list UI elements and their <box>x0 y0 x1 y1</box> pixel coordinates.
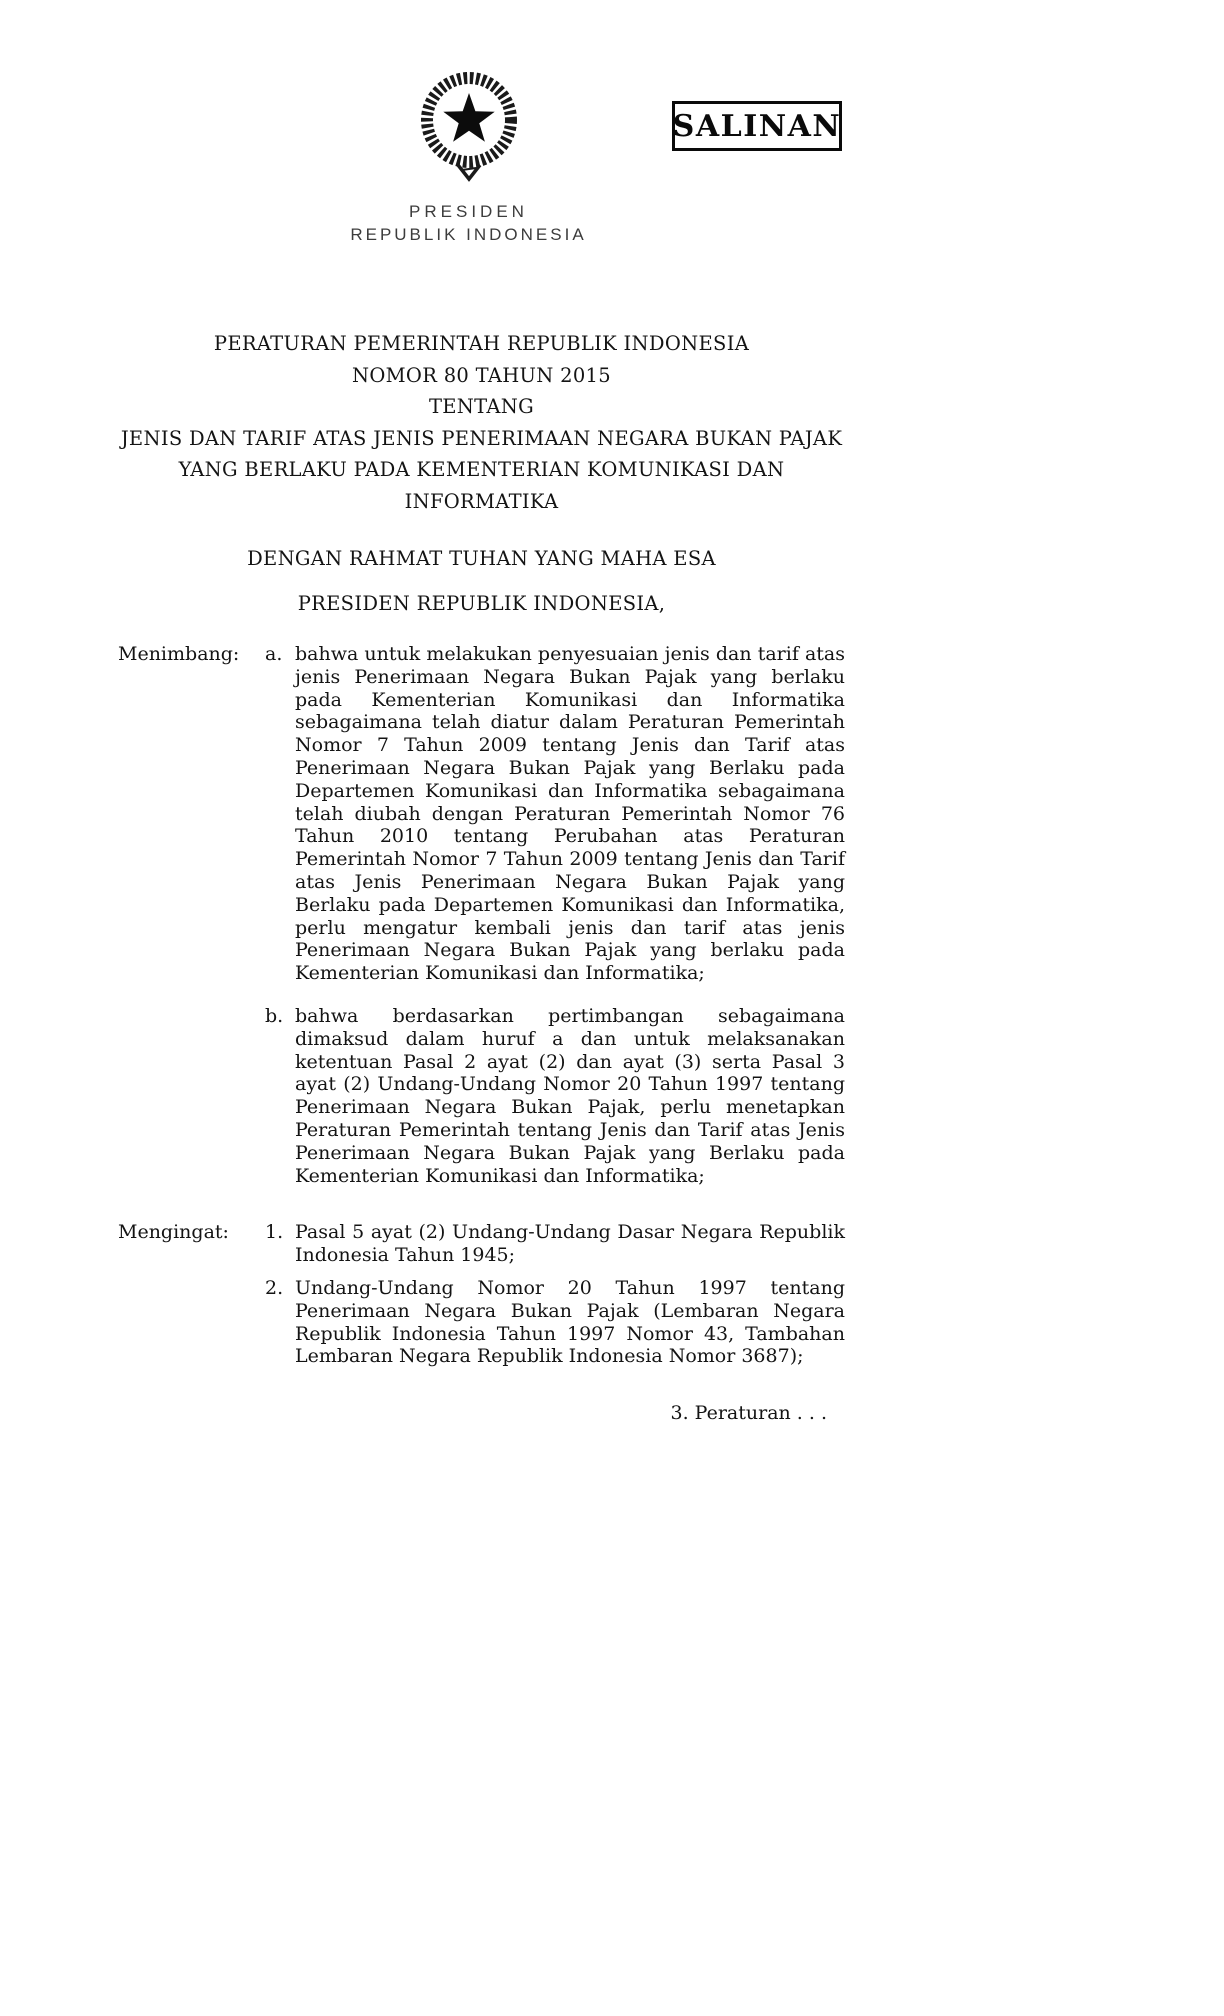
item-text: Pasal 5 ayat (2) Undang-Undang Dasar Negara Republik Indonesia Tahun 1945; <box>295 1221 845 1267</box>
list-item-menimbang-b <box>265 1005 845 1187</box>
section-label-menimbang: Menimbang: <box>118 643 240 665</box>
section-menimbang <box>118 643 845 1187</box>
presidential-seal-icon <box>410 64 528 188</box>
item-marker: 2. <box>265 1276 284 1299</box>
list-item-mengingat-2 <box>265 1277 845 1368</box>
regulation-title-line-5: YANG BERLAKU PADA KEMENTERIAN KOMUNIKASI DAN INFORMATIKA <box>178 458 785 513</box>
salinan-stamp-label: SALINAN <box>672 108 842 144</box>
title-block <box>118 328 845 517</box>
menimbang-items <box>265 643 845 1187</box>
item-marker: 1. <box>265 1221 284 1244</box>
item-marker: b. <box>265 1004 284 1027</box>
item-text: bahwa untuk melakukan penyesuaian jenis dan tarif atas jenis Penerimaan Negara Bukan Pajak yang berlaku pada Kementerian Komunikasi dan Informatika sebagaimana telah diatur dalam Peraturan Pemerintah Nomor 7 Tahun 2009 tentang Jenis dan Tarif atas Penerimaan Negara Bukan Pajak yang Berlaku pada Departemen Komunikasi dan Informatika sebagaimana telah diubah dengan Peraturan Pemerintah Nomor 76 Tahun 2010 tentang Perubahan atas Peraturan Pemerintah Nomor 7 Tahun 2009 tentang Jenis dan Tarif atas Jenis Penerimaan Negara Bukan Pajak yang Berlaku pada Departemen Komunikasi dan Informatika, perlu mengatur kembali jenis dan tarif atas jenis Penerimaan Negara Bukan Pajak yang berlaku pada Kementerian Komunikasi dan Informatika; <box>295 643 845 985</box>
letterhead-line-presiden: PRESIDEN <box>409 202 528 221</box>
item-marker: a. <box>265 643 283 665</box>
item-text: bahwa berdasarkan pertimbangan sebagaimana dimaksud dalam huruf a dan untuk melaksanakan ketentuan Pasal 2 ayat (2) dan ayat (3) serta Pasal 3 ayat (2) Undang-Undang Nomor 20 Tahun 1997 tentang Penerimaan Negara Bukan Pajak, perlu menetapkan Peraturan Pemerintah tentang Jenis dan Tarif atas Jenis Penerimaan Negara Bukan Pajak yang Berlaku pada Kementerian Komunikasi dan Informatika; <box>295 1004 845 1187</box>
letterhead <box>105 0 832 245</box>
mengingat-items <box>265 1221 845 1368</box>
section-mengingat <box>118 1221 845 1368</box>
regulation-title-line-2: NOMOR 80 TAHUN 2015 <box>352 363 611 387</box>
invocation-line: DENGAN RAHMAT TUHAN YANG MAHA ESA <box>247 547 716 570</box>
section-label-mengingat: Mengingat: <box>118 1221 229 1244</box>
regulation-title-line-3: TENTANG <box>428 395 535 418</box>
document-content <box>118 0 845 1424</box>
catchword: 3. Peraturan . . . <box>670 1402 827 1425</box>
list-item-menimbang-a <box>265 643 845 985</box>
list-item-mengingat-1 <box>265 1221 845 1267</box>
regulation-title-line-1: PERATURAN PEMERINTAH REPUBLIK INDONESIA <box>213 332 750 355</box>
item-text: Undang-Undang Nomor 20 Tahun 1997 tentang Penerimaan Negara Bukan Pajak (Lembaran Negara Republik Indonesia Tahun 1997 Nomor 43, Tambahan Lembaran Negara Republik Indonesia Nomor 3687); <box>295 1276 845 1368</box>
authority-line: PRESIDEN REPUBLIK INDONESIA, <box>297 591 666 615</box>
letterhead-line-republik-indonesia: REPUBLIK INDONESIA <box>350 225 587 244</box>
regulation-title-line-4: JENIS DAN TARIF ATAS JENIS PENERIMAAN NEGARA BUKAN PAJAK <box>120 426 843 450</box>
